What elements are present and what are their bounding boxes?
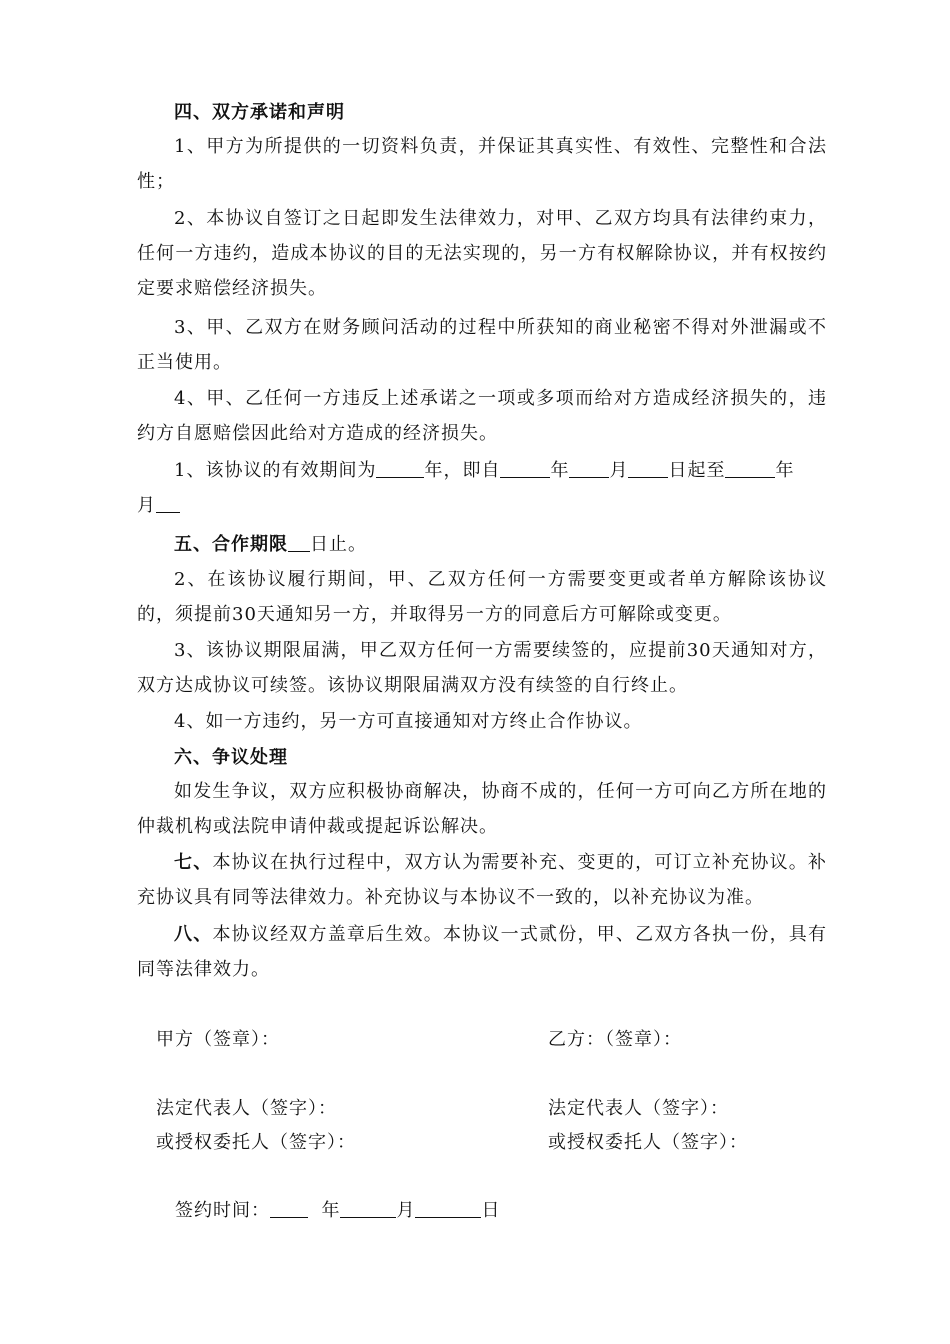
section-7-text: 本协议在执行过程中，双方认为需要补充、变更的，可订立补充协议。补充协议具有同等法律效力。补充协议与本协议不一致的，以补充协议为准。 [137,852,828,908]
party-a-seal: 甲方（签章）： [156,1029,280,1050]
party-b-seal: 乙方：（签章）： [548,1029,682,1050]
section-5-heading: 五、合作期限 [174,534,288,555]
blank-end-month [156,494,180,513]
section-5-heading-line [137,527,827,562]
party-b-legal-rep: 法定代表人（签字）： [548,1098,729,1119]
term-text-g: 月 [137,495,156,516]
blank-sign-month [340,1199,396,1218]
term-text-e: 日起至 [668,460,726,481]
party-b-agent: 或授权委托人（签字）： [548,1132,748,1153]
term-text-b: 年，即自 [424,460,501,481]
blank-start-day [628,459,668,478]
section-6-clause: 如发生争议，双方应积极协商解决，协商不成的，任何一方可向乙方所在地的仲裁机构或法院申请仲裁或提起诉讼解决。 [137,781,827,837]
section-8 [137,917,827,987]
section-4-clause-3: 3、甲、乙双方在财务顾问活动的过程中所获知的商业秘密不得对外泄漏或不正当使用。 [137,317,827,373]
signing-date [175,1196,500,1226]
blank-years [376,459,424,478]
section-4-clause-4: 4、甲、乙任何一方违反上述承诺之一项或多项而给对方造成经济损失的，违约方自愿赔偿因此给对方造成的经济损失。 [137,388,827,444]
section-4-heading: 四、双方承诺和声明 [174,102,345,123]
signing-date-year: 年 [321,1200,341,1221]
party-a-legal-rep: 法定代表人（签字）： [156,1098,337,1119]
section-5-clause-4: 4、如一方违约，另一方可直接通知对方终止合作协议。 [174,711,643,732]
section-7 [137,845,827,915]
blank-end-day [288,533,310,552]
signing-date-month: 月 [396,1200,416,1221]
term-clause-1 [137,453,827,523]
blank-sign-year [270,1199,308,1218]
term-text-f: 年 [775,460,795,481]
blank-start-month [569,459,609,478]
blank-sign-day [415,1199,481,1218]
term-text-d: 月 [609,460,629,481]
section-5-clause-2: 2、在该协议履行期间，甲、乙双方任何一方需要变更或者单方解除该协议的，须提前30天通知另一方，并取得另一方的同意后方可解除或变更。 [137,569,827,625]
section-7-label: 七、 [174,852,213,873]
blank-start-year [500,459,550,478]
party-a-agent: 或授权委托人（签字）： [156,1132,356,1153]
section-8-text: 本协议经双方盖章后生效。本协议一式贰份，甲、乙双方各执一份，具有同等法律效力。 [137,924,828,980]
section-5-clause-3: 3、该协议期限届满，甲乙双方任何一方需要续签的，应提前30天通知对方，双方达成协议可续签。该协议期限届满双方没有续签的自行终止。 [137,640,827,696]
blank-end-year [725,459,775,478]
term-text-a: 1、该协议的有效期间为 [174,460,377,481]
section-5-tail: 日止。 [310,534,367,555]
section-4-clause-2: 2、本协议自签订之日起即发生法律效力，对甲、乙双方均具有法律约束力，任何一方违约，造成本协议的目的无法实现的，另一方有权解除协议，并有权按约定要求赔偿经济损失。 [137,208,827,299]
signing-date-label: 签约时间： [175,1200,270,1221]
section-4-clause-1: 1、甲方为所提供的一切资料负责，并保证其真实性、有效性、完整性和合法性； [137,136,827,192]
signing-date-day: 日 [481,1200,501,1221]
section-6-heading: 六、争议处理 [174,747,288,768]
term-text-c: 年 [550,460,570,481]
section-8-label: 八、 [174,924,213,945]
